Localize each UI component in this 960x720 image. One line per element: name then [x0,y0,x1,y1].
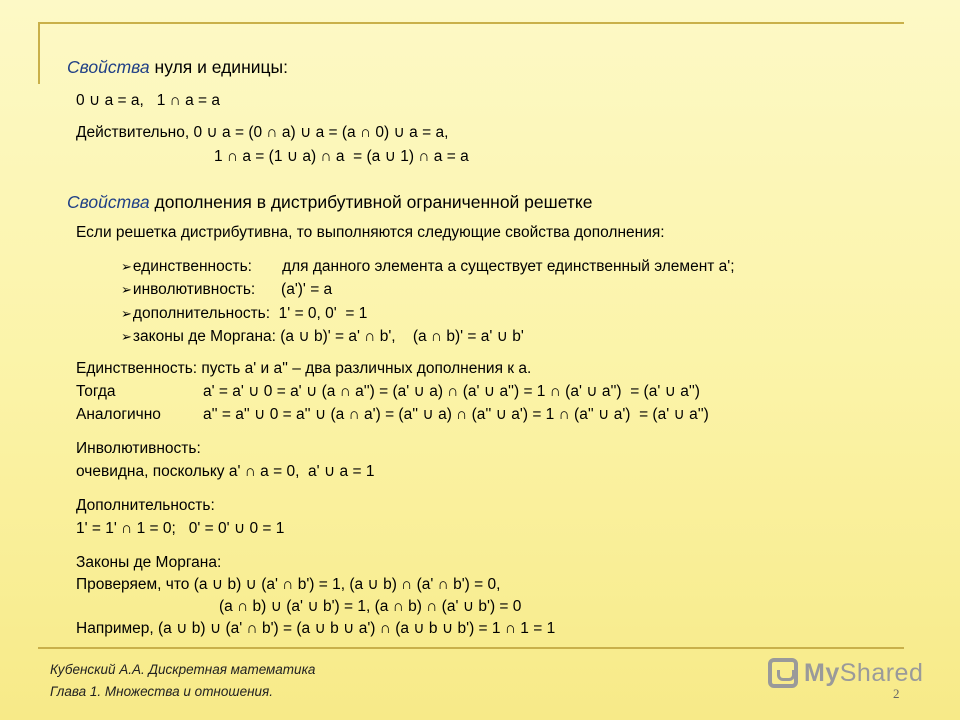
arrow-bullet-icon: ➢ [121,330,132,345]
zero-one-proof-1: Действительно, 0 ∪ a = (0 ∩ a) ∪ a = (a ∩ 0) ∪ a = a, [76,124,449,141]
zero-one-proof-2: 1 ∩ a = (1 ∪ a) ∩ a = (a ∪ 1) ∩ a = a [214,148,469,165]
heading-zero-one: Свойства нуля и единицы: [67,57,288,77]
myshared-logo-icon [768,658,798,688]
left-rule [38,22,40,84]
bullet-de-morgan: ➢законы де Моргана: (a ∪ b)' = a' ∩ b', (a ∩ b)' = a' ∪ b' [121,328,524,345]
page-number: 2 [893,686,900,701]
de-morgan-check-2: (a ∩ b) ∪ (a' ∪ b') = 1, (a ∩ b) ∩ (a' ∪ b') = 0 [219,598,522,615]
complementarity-proof: 1' = 1' ∩ 1 = 0; 0' = 0' ∪ 0 = 1 [76,520,285,537]
zero-one-identity: 0 ∪ a = a, 1 ∩ a = a [76,92,220,109]
bullet-involution: ➢инволютивность: (a')' = a [121,281,333,298]
uniqueness-then-label: Тогда [76,383,116,400]
complementarity-title: Дополнительность: [76,497,215,514]
de-morgan-check-1: Проверяем, что (a ∪ b) ∪ (a' ∩ b') = 1, (a ∪ b) ∩ (a' ∩ b') = 0, [76,576,501,593]
bullet-complementarity: ➢дополнительность: 1' = 0, 0' = 1 [121,305,368,322]
complement-intro: Если решетка дистрибутивна, то выполняются следующие свойства дополнения: [76,224,665,241]
footer-chapter: Глава 1. Множества и отношения. [50,684,273,699]
footer-author-course: Кубенский А.А. Дискретная математика [50,662,316,677]
top-rule [38,22,904,24]
de-morgan-example: Например, (a ∪ b) ∪ (a' ∩ b') = (a ∪ b ∪ a') ∩ (a ∪ b ∪ b') = 1 ∩ 1 = 1 [76,620,556,637]
heading-complement: Свойства дополнения в дистрибутивной ограниченной решетке [67,192,593,212]
uniqueness-similarly-label: Аналогично [76,406,161,423]
arrow-bullet-icon: ➢ [121,307,132,322]
myshared-watermark: MyShared [768,654,928,692]
bottom-rule [38,647,904,649]
involution-proof: очевидна, поскольку a' ∩ a = 0, a' ∪ a = 1 [76,463,375,480]
uniqueness-title: Единственность: пусть a' и a'' – два различных дополнения к a. [76,360,532,377]
uniqueness-similarly-formula: a'' = a'' ∪ 0 = a'' ∪ (a ∩ a') = (a'' ∪ a) ∩ (a'' ∪ a') = 1 ∩ (a'' ∪ a') = (a' ∪ a'') [203,406,709,423]
uniqueness-then-formula: a' = a' ∪ 0 = a' ∪ (a ∩ a'') = (a' ∪ a) ∩ (a' ∪ a'') = 1 ∩ (a' ∪ a'') = (a' ∪ a'') [203,383,700,400]
arrow-bullet-icon: ➢ [121,260,132,275]
de-morgan-title: Законы де Моргана: [76,554,222,571]
arrow-bullet-icon: ➢ [121,283,132,298]
bullet-uniqueness: ➢единственность: для данного элемента a существует единственный элемент a'; [121,258,735,275]
involution-title: Инволютивность: [76,440,201,457]
